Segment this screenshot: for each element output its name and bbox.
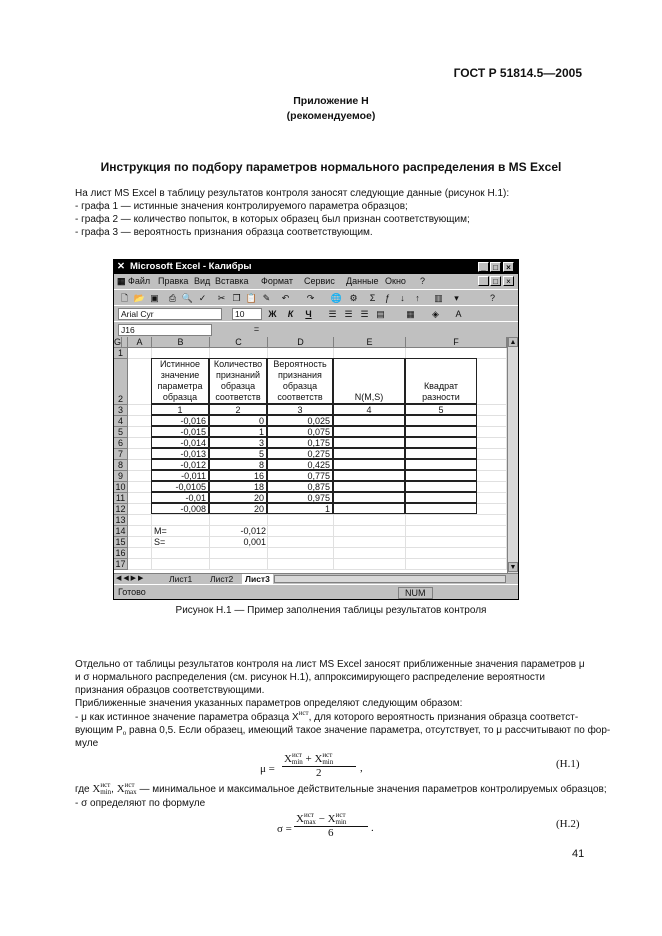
grid-cell[interactable] bbox=[406, 515, 507, 526]
close-icon[interactable]: × bbox=[503, 262, 514, 272]
spelling-icon[interactable]: ✓ bbox=[198, 293, 207, 303]
menu-file[interactable]: Файл bbox=[128, 276, 151, 286]
format-painter-icon[interactable]: ✎ bbox=[262, 293, 271, 303]
hyperlink-icon[interactable]: 🌐 bbox=[330, 293, 343, 303]
data-cell-f[interactable] bbox=[405, 481, 477, 492]
doc-minimize-icon[interactable]: _ bbox=[478, 276, 489, 286]
data-cell-e[interactable] bbox=[333, 470, 405, 481]
intro-item-1: - графа 1 — истинные значения контролируемого параметра образцов; bbox=[75, 201, 408, 212]
maximize-icon[interactable]: □ bbox=[490, 262, 501, 272]
grid-cell[interactable] bbox=[128, 416, 152, 427]
row-header-13[interactable]: 13 bbox=[114, 515, 128, 526]
data-cell-f[interactable] bbox=[405, 426, 477, 437]
header-line: значение bbox=[160, 370, 200, 380]
row-header-3[interactable]: 3 bbox=[114, 405, 128, 416]
status-ready: Готово bbox=[118, 587, 146, 597]
data-cell[interactable]: -0,008 bbox=[151, 503, 209, 514]
data-cell[interactable]: 5 bbox=[209, 448, 267, 459]
data-cell[interactable]: 0,075 bbox=[267, 426, 333, 437]
formula-bar bbox=[114, 321, 518, 338]
autosum-icon[interactable]: Σ bbox=[369, 293, 376, 303]
cut-icon[interactable]: ✂ bbox=[217, 293, 226, 303]
sheet-tab-2[interactable]: Лист2 bbox=[210, 574, 234, 584]
grid-cell[interactable] bbox=[334, 548, 406, 559]
excel-window bbox=[113, 259, 519, 600]
grid-cell[interactable] bbox=[268, 559, 334, 570]
column-number-5[interactable]: 5 bbox=[405, 404, 477, 415]
row-header-1[interactable]: 1 bbox=[114, 348, 128, 359]
grid-cell[interactable] bbox=[268, 537, 334, 548]
header-line: параметра bbox=[157, 381, 203, 391]
data-cell[interactable]: -0,0105 bbox=[151, 481, 209, 492]
grid-cell[interactable] bbox=[268, 526, 334, 537]
data-cell[interactable]: -0,012 bbox=[151, 459, 209, 470]
column-header-b[interactable]: B bbox=[152, 337, 210, 348]
scroll-up-icon[interactable]: ▲ bbox=[509, 339, 517, 346]
header-line: соответств bbox=[215, 392, 261, 402]
copy-icon[interactable]: ❐ bbox=[232, 293, 241, 303]
header-line: признаний bbox=[215, 370, 261, 380]
column-number-4[interactable]: 4 bbox=[333, 404, 405, 415]
data-cell[interactable]: 16 bbox=[209, 470, 267, 481]
grid-cell[interactable] bbox=[128, 449, 152, 460]
minimize-icon[interactable]: _ bbox=[478, 262, 489, 272]
data-cell-f[interactable] bbox=[405, 503, 477, 514]
grid-cell[interactable] bbox=[406, 559, 507, 570]
standard-toolbar bbox=[114, 289, 518, 306]
doc-close-icon[interactable]: × bbox=[503, 276, 514, 286]
data-cell[interactable]: 8 bbox=[209, 459, 267, 470]
header-line: Количество bbox=[213, 359, 263, 369]
data-cell-e[interactable] bbox=[333, 448, 405, 459]
sheet-tab-1[interactable]: Лист1 bbox=[169, 574, 193, 584]
data-cell[interactable]: 20 bbox=[209, 492, 267, 503]
data-cell-e[interactable] bbox=[333, 503, 405, 514]
grid-cell[interactable] bbox=[334, 515, 406, 526]
row-header-15[interactable]: 15 bbox=[114, 537, 128, 548]
menu-window[interactable]: Окно bbox=[385, 276, 406, 286]
data-cell[interactable]: 0 bbox=[209, 415, 267, 426]
column-header-g[interactable]: G bbox=[114, 337, 122, 347]
data-cell[interactable]: -0,011 bbox=[151, 470, 209, 481]
paragraph-3-line-2: вующим $P_о$ равна 0,5. Если образец, имеющий такое значение параметра, отсутствует, то μ рассчитывают по фор- bbox=[75, 725, 611, 737]
appendix-subtitle: (рекомендуемое) bbox=[286, 110, 376, 122]
menu-help[interactable]: ? bbox=[420, 276, 426, 286]
header-line: образца bbox=[282, 381, 318, 391]
page-number: 41 bbox=[572, 848, 585, 860]
open-icon[interactable]: 📂 bbox=[133, 293, 146, 303]
row-header-5[interactable]: 5 bbox=[114, 427, 128, 438]
data-cell[interactable]: -0,014 bbox=[151, 437, 209, 448]
doc-restore-icon[interactable]: □ bbox=[490, 276, 501, 286]
header-line: Вероятность bbox=[273, 359, 327, 369]
figure-caption: Рисунок Н.1 — Пример заполнения таблицы результатов контроля bbox=[175, 605, 487, 616]
menu-tools[interactable]: Сервис bbox=[304, 276, 335, 286]
align-center-icon[interactable]: ☰ bbox=[344, 309, 353, 319]
data-cell-e[interactable] bbox=[333, 492, 405, 503]
section-title: Инструкция по подбору параметров нормального распределения в MS Excel bbox=[100, 160, 562, 174]
column-header-f[interactable]: F bbox=[406, 337, 507, 348]
header-c[interactable] bbox=[209, 358, 267, 404]
data-cell[interactable]: 18 bbox=[209, 481, 267, 492]
header-line: образца bbox=[220, 381, 256, 391]
row-header-11[interactable]: 11 bbox=[114, 493, 128, 504]
paragraph-3-line-1: - μ как истинное значение параметра образца $X^{ист}$, для которого вероятность признания образца соответст- bbox=[75, 709, 579, 723]
grid-cell[interactable] bbox=[128, 526, 152, 537]
grid-cell[interactable] bbox=[128, 471, 152, 482]
fill-color-icon[interactable]: ◈ bbox=[432, 309, 439, 319]
data-cell[interactable]: 3 bbox=[209, 437, 267, 448]
column-number-3[interactable]: 3 bbox=[267, 404, 333, 415]
column-number-1[interactable]: 1 bbox=[151, 404, 209, 415]
sheet-tab-3[interactable]: Лист3 bbox=[242, 574, 273, 584]
data-cell[interactable]: 20 bbox=[209, 503, 267, 514]
grid-cell[interactable] bbox=[406, 537, 507, 548]
data-cell-e[interactable] bbox=[333, 415, 405, 426]
chart-wizard-icon[interactable]: ▥ bbox=[434, 293, 443, 303]
paragraph-1: Отдельно от таблицы результатов контроля на лист MS Excel заносят приближенные значения параметров μ и σ нормального распределения (см. рисунок Н.1), аппроксимирующего распределение вероятности признания образцов соответствующими. bbox=[75, 659, 585, 696]
data-cell[interactable]: -0,01 bbox=[151, 492, 209, 503]
menu-edit[interactable]: Правка bbox=[158, 276, 189, 286]
data-cell[interactable]: -0,013 bbox=[151, 448, 209, 459]
font-size-select[interactable]: 10 bbox=[232, 308, 262, 320]
data-cell[interactable]: 0,975 bbox=[267, 492, 333, 503]
row-header-9[interactable]: 9 bbox=[114, 471, 128, 482]
grid-cell[interactable] bbox=[334, 537, 406, 548]
row-header-7[interactable]: 7 bbox=[114, 449, 128, 460]
italic-button[interactable]: К bbox=[287, 309, 294, 319]
grid-cell[interactable] bbox=[268, 548, 334, 559]
excel-app-icon: ✕ bbox=[117, 261, 125, 272]
scroll-down-icon[interactable]: ▼ bbox=[509, 564, 517, 571]
undo-icon[interactable]: ↶ bbox=[281, 293, 290, 303]
m-label[interactable]: M= bbox=[154, 526, 167, 536]
status-num: NUM bbox=[398, 587, 433, 599]
equals-icon[interactable]: = bbox=[253, 324, 260, 334]
align-right-icon[interactable]: ☰ bbox=[360, 309, 369, 319]
grid-cell[interactable] bbox=[210, 515, 268, 526]
paragraph-2: Приближенные значения указанных параметров определяют следующим образом: bbox=[75, 698, 463, 709]
grid-cell[interactable] bbox=[406, 548, 507, 559]
grid-cell[interactable] bbox=[268, 515, 334, 526]
paste-icon[interactable]: 📋 bbox=[245, 293, 258, 303]
row-header-2[interactable]: 2 bbox=[114, 359, 128, 405]
align-left-icon[interactable]: ☰ bbox=[328, 309, 337, 319]
data-cell[interactable]: 0,175 bbox=[267, 437, 333, 448]
header-line: соответств bbox=[277, 392, 323, 402]
header-f[interactable] bbox=[405, 358, 477, 404]
row-header-10[interactable]: 10 bbox=[114, 482, 128, 493]
sort-desc-icon[interactable]: ↑ bbox=[415, 293, 420, 303]
grid-cell[interactable] bbox=[128, 515, 152, 526]
function-icon[interactable]: ƒ bbox=[384, 293, 390, 303]
vertical-scrollbar[interactable] bbox=[507, 337, 518, 573]
bold-button[interactable]: Ж bbox=[268, 309, 277, 319]
header-line: признания bbox=[278, 370, 322, 380]
preview-icon[interactable]: 🔍 bbox=[181, 293, 194, 303]
data-cell-e[interactable] bbox=[333, 426, 405, 437]
name-box[interactable]: J16 bbox=[118, 324, 212, 336]
data-cell[interactable]: 0,025 bbox=[267, 415, 333, 426]
header-b[interactable] bbox=[151, 358, 209, 404]
grid-cell[interactable] bbox=[210, 559, 268, 570]
grid-cell[interactable] bbox=[334, 559, 406, 570]
grid-cell[interactable] bbox=[128, 460, 152, 471]
worksheet-grid bbox=[114, 337, 507, 573]
excel-window-title: Microsoft Excel - Калибры bbox=[130, 261, 252, 272]
grid-cell[interactable] bbox=[128, 405, 152, 416]
status-bar bbox=[114, 584, 518, 600]
grid-cell[interactable] bbox=[152, 548, 210, 559]
data-cell[interactable]: 0,775 bbox=[267, 470, 333, 481]
borders-icon[interactable]: ▦ bbox=[406, 309, 415, 319]
header-d[interactable] bbox=[267, 358, 333, 404]
row-header-17[interactable]: 17 bbox=[114, 559, 128, 570]
print-icon[interactable]: ⎙ bbox=[168, 293, 177, 303]
column-number-2[interactable]: 2 bbox=[209, 404, 267, 415]
grid-cell[interactable] bbox=[128, 559, 152, 570]
column-header-d[interactable]: D bbox=[268, 337, 334, 348]
data-cell-f[interactable] bbox=[405, 437, 477, 448]
grid-cell[interactable] bbox=[152, 559, 210, 570]
data-cell[interactable]: 0,875 bbox=[267, 481, 333, 492]
data-cell[interactable]: -0,016 bbox=[151, 415, 209, 426]
intro-item-2: - графа 2 — количество попыток, в которых образец был признан соответствующим; bbox=[75, 214, 470, 225]
grid-cell[interactable] bbox=[128, 427, 152, 438]
merge-center-icon[interactable]: ▤ bbox=[376, 309, 385, 319]
data-cell[interactable]: 1 bbox=[209, 426, 267, 437]
menu-view[interactable]: Вид bbox=[194, 276, 211, 286]
data-cell-e[interactable] bbox=[333, 437, 405, 448]
sheet-nav-icon[interactable]: ◀ ◀ ▶ ▶ bbox=[116, 575, 144, 582]
column-header-e[interactable]: E bbox=[334, 337, 406, 348]
menu-insert[interactable]: Вставка bbox=[215, 276, 249, 286]
help-icon[interactable]: ? bbox=[489, 293, 495, 303]
excel-title-bar bbox=[114, 260, 518, 274]
standard-number: ГОСТ Р 51814.5—2005 bbox=[453, 66, 582, 80]
menu-data[interactable]: Данные bbox=[346, 276, 379, 286]
data-cell-f[interactable] bbox=[405, 492, 477, 503]
grid-cell[interactable] bbox=[334, 526, 406, 537]
header-line: Истинное bbox=[159, 359, 201, 369]
menu-bar bbox=[114, 274, 518, 288]
row-header-12[interactable]: 12 bbox=[114, 504, 128, 515]
grid-cell[interactable] bbox=[128, 537, 152, 548]
data-cell-e[interactable] bbox=[333, 481, 405, 492]
grid-cell[interactable] bbox=[152, 515, 210, 526]
zoom-icon[interactable]: ▾ bbox=[454, 293, 459, 303]
data-cell-f[interactable] bbox=[405, 459, 477, 470]
grid-cell[interactable] bbox=[128, 348, 152, 359]
data-cell[interactable]: -0,015 bbox=[151, 426, 209, 437]
data-cell[interactable]: 0,275 bbox=[267, 448, 333, 459]
font-color-icon[interactable]: A bbox=[455, 309, 462, 319]
row-header-6[interactable]: 6 bbox=[114, 438, 128, 449]
grid-cell[interactable] bbox=[128, 504, 152, 515]
paragraph-3-line-3: муле bbox=[75, 738, 99, 749]
paragraph-4: - σ определяют по формуле bbox=[75, 798, 206, 809]
save-icon[interactable]: ▣ bbox=[150, 293, 159, 303]
horizontal-scrollbar[interactable] bbox=[274, 575, 506, 583]
intro-item-3: - графа 3 — вероятность признания образца соответствующим. bbox=[75, 227, 373, 238]
m-value[interactable]: -0,012 bbox=[240, 526, 266, 536]
column-header-a[interactable]: A bbox=[128, 337, 152, 348]
font-name-select[interactable]: Arial Cyr bbox=[118, 308, 222, 320]
row-header-8[interactable]: 8 bbox=[114, 460, 128, 471]
where-line: где $X^{ист}_{min}$, $X^{ист}_{max}$ — минимальное и максимальное действительные значения параметров контролируемых образцов; bbox=[75, 781, 607, 796]
header-line: Квадрат bbox=[423, 381, 459, 391]
grid-cell[interactable] bbox=[128, 482, 152, 493]
row-header-16[interactable]: 16 bbox=[114, 548, 128, 559]
intro-lead: На лист MS Excel в таблицу результатов контроля заносят следующие данные (рисунок Н.1): bbox=[75, 188, 510, 199]
data-cell-f[interactable] bbox=[405, 415, 477, 426]
appendix-title: Приложение Н bbox=[293, 95, 369, 107]
new-icon[interactable]: 🗋 bbox=[120, 293, 129, 303]
equation-1-number: (Н.1) bbox=[556, 758, 580, 770]
sidebar-s-label[interactable]: S= bbox=[154, 537, 166, 547]
grid-cell[interactable] bbox=[128, 438, 152, 449]
data-cell[interactable]: 0,425 bbox=[267, 459, 333, 470]
grid-cell[interactable] bbox=[128, 359, 152, 405]
data-cell-f[interactable] bbox=[405, 448, 477, 459]
underline-button[interactable]: Ч bbox=[305, 309, 312, 319]
row-header-4[interactable]: 4 bbox=[114, 416, 128, 427]
column-header-c[interactable]: C bbox=[210, 337, 268, 348]
equation-2-number: (Н.2) bbox=[556, 818, 580, 830]
grid-cell[interactable] bbox=[210, 548, 268, 559]
grid-cell[interactable] bbox=[128, 493, 152, 504]
header-e[interactable]: N(M,S) bbox=[333, 358, 405, 404]
redo-icon[interactable]: ↷ bbox=[306, 293, 315, 303]
sort-asc-icon[interactable]: ↓ bbox=[400, 293, 405, 303]
s-value[interactable]: 0,001 bbox=[243, 537, 266, 547]
sheet-icon: ▦ bbox=[117, 276, 126, 286]
web-toolbar-icon[interactable]: ⚙ bbox=[349, 293, 358, 303]
header-line: разности bbox=[422, 392, 460, 402]
grid-cell[interactable] bbox=[406, 526, 507, 537]
row-header-14[interactable]: 14 bbox=[114, 526, 128, 537]
data-cell-f[interactable] bbox=[405, 470, 477, 481]
data-cell-e[interactable] bbox=[333, 459, 405, 470]
grid-cell[interactable] bbox=[128, 548, 152, 559]
menu-format[interactable]: Формат bbox=[261, 276, 293, 286]
formatting-toolbar bbox=[114, 305, 518, 322]
data-cell[interactable]: 1 bbox=[267, 503, 333, 514]
header-line: образца bbox=[162, 392, 198, 402]
